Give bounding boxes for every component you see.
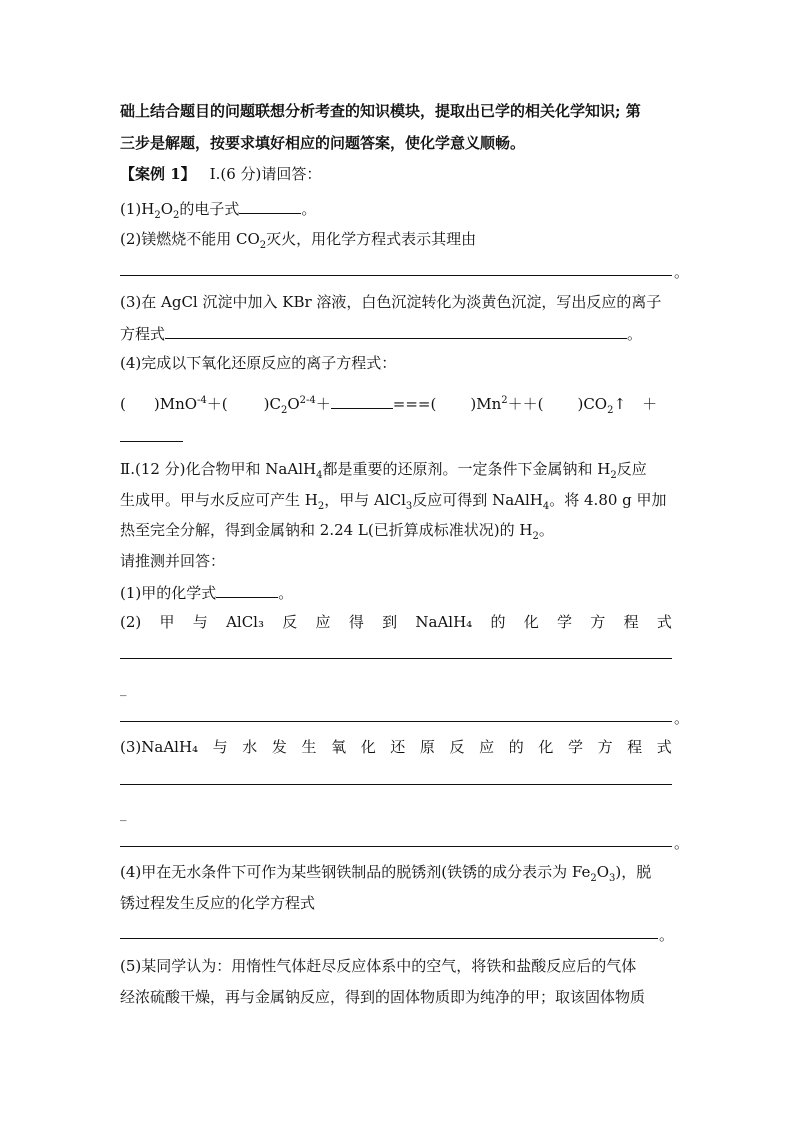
answer-line[interactable] <box>120 275 672 276</box>
part2-question-2: (2) 甲 与 AlCl₃ 反 应 得 到 NaAlH₄ 的 化 学 方 程 式 <box>120 613 672 631</box>
part2-question-1: (1)甲的化学式 。 <box>120 584 294 602</box>
question-2: (2)镁燃烧不能用 $CO_2$灭火，用化学方程式表示其理由 <box>120 230 477 251</box>
part2-prompt: 请推测并回答： <box>120 552 226 570</box>
period: 。 <box>674 709 690 727</box>
answer-blank[interactable] <box>239 198 301 214</box>
part2-question-5-line-1: (5)某同学认为：用惰性气体赶尽反应体系中的空气，将铁和盐酸反应后的气体 <box>120 957 637 975</box>
continuation-mark: _ <box>120 682 127 697</box>
question-4: (4)完成以下氧化还原反应的离子方程式： <box>120 354 397 372</box>
answer-line[interactable] <box>120 658 672 659</box>
part2-line-1: Ⅱ.(12 分)化合物甲和 NaAlH$_4$都是重要的还原剂。一定条件下金属钠和 $H_2$反应 <box>120 460 647 481</box>
answer-blank[interactable] <box>331 393 393 409</box>
case-label: 【案例 1】 <box>120 165 196 183</box>
answer-blank[interactable] <box>216 582 278 598</box>
period: 。 <box>674 834 690 852</box>
part1-heading: Ⅰ.(6 分)请回答： <box>209 165 322 183</box>
period: 。 <box>674 263 690 281</box>
answer-line[interactable] <box>120 721 672 722</box>
answer-line[interactable] <box>120 938 658 939</box>
part2-line-3: 热至完全分解，得到金属钠和 2.24 L(已折算成标准状况)的 $H_2$。 <box>120 521 554 542</box>
question-1: $(1)H_2O_2$的电子式 。 <box>120 200 317 221</box>
part2-question-4-line-2: 锈过程发生反应的化学方程式 <box>120 894 316 912</box>
answer-blank[interactable] <box>120 441 183 442</box>
ionic-equation: ( )MnO$^{-4}$＋( )$C_2O^{2-4}+$ ===( )$Mn^2++$( )$CO_2↑$ ＋ <box>120 395 658 416</box>
part2-question-3: (3)NaAlH₄ 与 水 发 生 氧 化 还 原 反 应 的 化 学 方 程 式 <box>120 738 672 756</box>
continuation-mark: _ <box>120 807 127 822</box>
question-3-line-2: 方程式 。 <box>120 325 643 343</box>
intro-line-1: 础上结合题目的问题联想分析考查的知识模块，提取出已学的相关化学知识; 第 <box>120 102 641 120</box>
part2-line-2: 生成甲。甲与水反应可产生 $H_2$，甲与 AlCl$_3$反应可得到 NaAlH$_4$。将 4.80 g 甲加 <box>120 491 667 512</box>
period: 。 <box>659 926 675 944</box>
case-heading <box>120 164 321 184</box>
answer-line[interactable] <box>120 784 672 785</box>
answer-line[interactable] <box>120 846 672 847</box>
part2-question-4-line-1: (4)甲在无水条件下可作为某些钢铁制品的脱锈剂(铁锈的成分表示为 $Fe_2O_3$)，脱 <box>120 863 652 884</box>
question-3-line-1: (3)在 AgCl 沉淀中加入 KBr 溶液，白色沉淀转化为淡黄色沉淀，写出反应的离子 <box>120 293 662 311</box>
intro-line-2: 三步是解题，按要求填好相应的问题答案，使化学意义顺畅。 <box>120 134 526 152</box>
part2-question-5-line-2: 经浓硫酸干燥，再与金属钠反应，得到的固体物质即为纯净的甲；取该固体物质 <box>120 988 646 1006</box>
answer-blank[interactable] <box>165 323 627 339</box>
